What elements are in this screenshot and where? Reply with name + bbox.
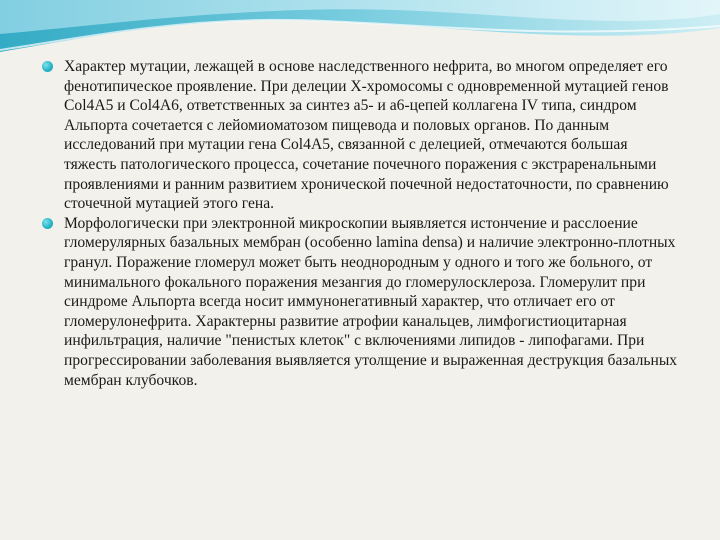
circle-bullet-icon bbox=[42, 61, 53, 72]
bullet-item-genetics bbox=[42, 57, 682, 214]
bullet-list bbox=[42, 57, 682, 390]
slide-content bbox=[42, 57, 682, 390]
circle-bullet-icon bbox=[42, 218, 53, 229]
bullet-text: Морфологически при электронной микроскопии выявляется истончение и расслоение гломерулярных базальных мембран (особенно lamina densa) и наличие электронно-плотных гранул. Поражение гломерул может быть неоднородным у одного и того же больного, от минимального фокального поражения мезангия до гломерулосклероза. Гломерулит при синдроме Альпорта всегда носит иммунонегативный характер, что отличает его от гломерулонефрита. Характерны развитие атрофии канальцев, лимфогистиоцитарная инфильтрация, наличие "пенистых клеток" с включениями липидов - липофагами. При прогрессировании заболевания выявляется утолщение и выраженная деструкция базальных мембран клубочков. bbox=[64, 214, 678, 389]
bullet-item-morphology bbox=[42, 214, 682, 390]
bullet-text: Характер мутации, лежащей в основе наследственного нефрита, во многом определяет его фенотипическое проявление. При делеции Х-хромосомы с одновременной мутацией генов Col4A5 и Col4A6, ответственных за синтез а5- и а6-цепей коллагена IV типа, синдром Альпорта сочетается с лейомиоматозом пищевода и половых органов. По данным исследований при мутации гена Col4A5, связанной с делецией, отмечаются большая тяжесть патологического процесса, сочетание почечного поражения с экстраренальными проявлениями и ранним развитием хронической почечной недостаточности, по сравнению сточечной мутацией этого гена. bbox=[64, 58, 669, 213]
